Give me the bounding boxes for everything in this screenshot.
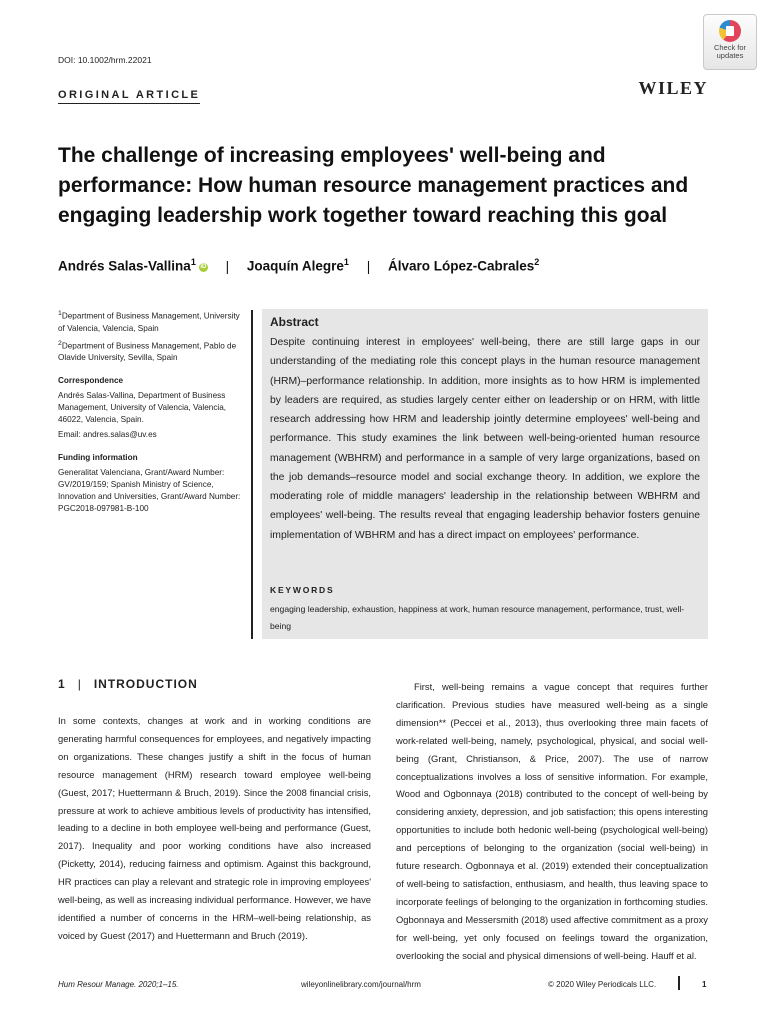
abstract-text: Despite continuing interest in employees' well-being, there are still large gaps in our understanding of the mediating role this concept plays in the human resource management (HRM)–performance relationship. In addition, more insights as to how HRM is implemented by leaders are required, as studies largely center either on leadership or on HRM, with little research addressing how HRM and leadership jointly determine employees' well-being and performance. This study examines the link between well-being-oriented human resource management (WBHRM) and performance in a sample of very large organizations, based on the job demands–resource model and social exchange theory. In addition, we explore the moderating role of middle managers' leadership in the relationship between WBHRM and employees' well-being. The results reveal that engaging leadership behavior fosters genuine implementation of WBHRM and has a direct impact on employees' performance. [270,337,700,541]
keywords-heading: KEYWORDS [270,585,335,595]
author-affiliation-sup: 1 [343,257,349,267]
abstract-heading: Abstract [270,315,319,329]
check-for-updates-icon [719,20,741,42]
author-affiliation-sup: 2 [534,257,540,267]
affiliation-2: $^2$Department of Business Management, Pablo de Olavide University, Sevilla, Spain [58,339,237,363]
author-name[interactable]: Andrés Salas-Vallina [58,258,191,274]
section-title: INTRODUCTION [93,677,198,691]
article-info-sidebar [58,308,244,518]
orcid-icon[interactable]: iD [200,263,207,270]
publisher-logo: WILEY [638,78,708,98]
author-separator: | [225,258,230,274]
funding-text: Generalitat Valenciana, Grant/Award Number: GV/2019/159; Spanish Ministry of Science, Innovation and Universities, Grant/Award Number: PGC2018-097981-B-100 [58,468,241,514]
author-list [58,257,539,274]
section-number: 1 [58,677,66,691]
author-affiliation-sup: 1 [190,257,196,267]
check-for-updates-button[interactable] [703,14,757,70]
keywords-text: engaging leadership, exhaustion, happiness at work, human resource management, performance, trust, well-being [270,604,685,631]
sidebar-divider [251,310,253,639]
footer-url[interactable]: wileyonlinelibrary.com/journal/hrm [301,980,421,989]
doi-link[interactable]: DOI: 10.1002/hrm.22021 [58,55,152,65]
body-column-right [396,678,708,965]
page-number: 1 [702,980,707,989]
correspondence-heading: Correspondence [58,376,124,386]
article-title: The challenge of increasing employees' well-being and performance: How human resource management practices and engaging leadership work together toward reaching this goal [58,144,689,227]
footer-copyright: © 2020 Wiley Periodicals LLC. [548,980,657,989]
affiliation-1: $^1$Department of Business Management, University of Valencia, Valencia, Spain [58,310,240,333]
correspondence-email[interactable]: Email: andres.salas@uv.es [58,430,157,440]
author-name[interactable]: Álvaro López-Cabrales [387,258,535,274]
author-name[interactable]: Joaquín Alegre [246,258,344,274]
body-column-left [58,712,371,945]
footer-journal: Hum Resour Manage. 2020;1–15. [58,980,179,989]
paragraph: In some contexts, changes at work and in working conditions are generating harmful consequences for employees, and negatively impacting on organizations. These changes justify a shift in the focus of human resource management (HRM) research toward employee well-being (Guest, 2017; Huettermann & Bruch, 2019). Since the 2008 financial crisis, pressure at work to achieve ambitious levels of productivity has intensified, leading to a decline in both employee well-being and performance (Guest, 2017). Inequality and poor working conditions have also increased (Picketty, 2014), reducing fairness and optimism. Against this background, HR practices can play a relevant and strategic role in improving employees' well-being, as well as increasing individual performance. However, we have identified a number of concerns in the HRM–well-being relationship, as voiced by Guest (2017) and Huettermann and Bruch (2019). [58,715,371,941]
section-separator: | [77,677,82,691]
footer-divider [678,976,680,990]
section-heading [58,677,198,691]
author-separator: | [366,258,371,274]
correspondence-text: Andrés Salas-Vallina, Department of Business Management, University of Valencia, Valencia, 46022, Valencia, Spain. [58,391,227,425]
article-type-label: ORIGINAL ARTICLE [58,89,200,104]
paragraph: First, well-being remains a vague concept that requires further clarification. Previous studies have measured well-being as a single dimension** (Peccei et al., 2013), thus overlooking three main facets of work-related well-being, namely, psychological, physical, and social well-being (Grant, Christianson, & Price, 2007). The use of narrow conceptualizations involves a loss of sensitive information. For example, Wood and Ogbonnaya (2018) contributed to the concept of well-being by considering anxiety, depression, and job satisfaction; this opens interesting opportunities to include both hedonic well-being (psychological well-being) and perceptions of belonging to the organization (social well-being) in future research. Ogbonnaya et al. (2019) extended their conceptualization of well-being to satisfaction, enthusiasm, and health, thus leaving space to incorporate feelings of belonging to the organization in forthcoming studies. Ogbonnaya and Messersmith (2018) used affective commitment as a proxy for well-being, yet only focused on feelings toward the organization, overlooking the social and physical dimensions of well-being. Hauff et al. [396,681,708,961]
check-for-updates-label: Check for updates [713,43,747,60]
funding-heading: Funding information [58,453,138,463]
